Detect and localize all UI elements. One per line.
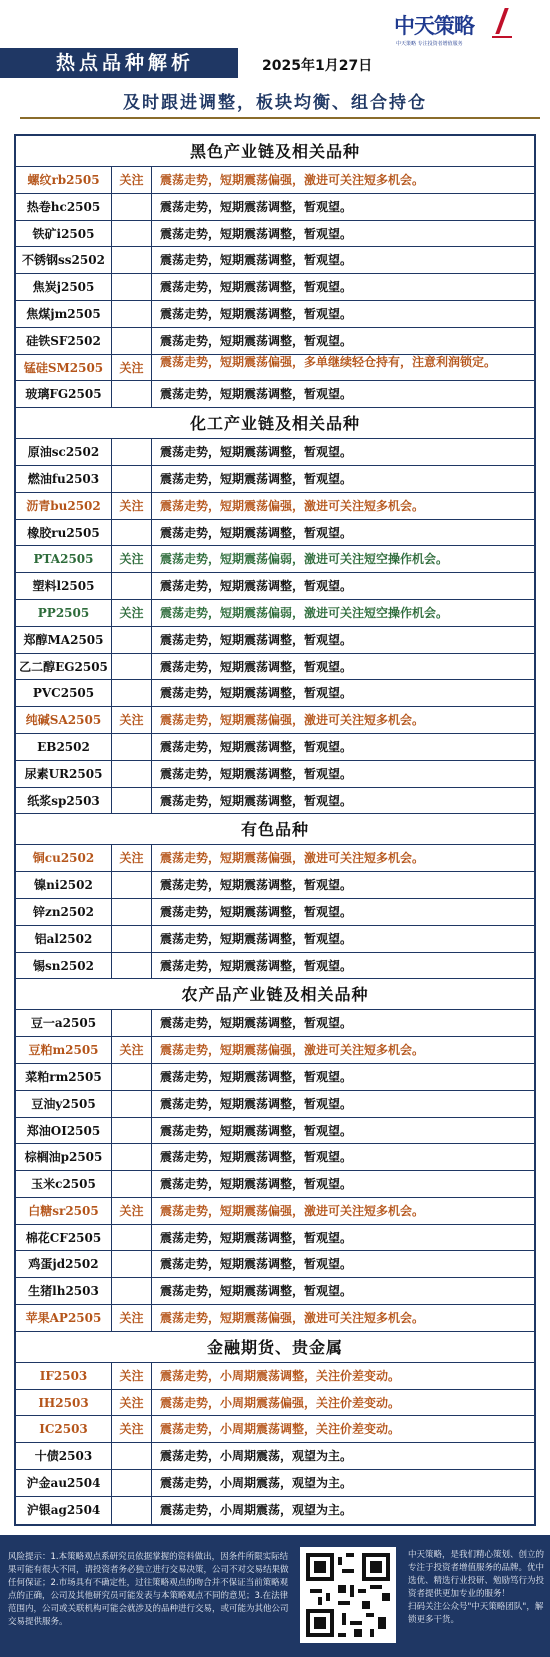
watch-tag [112, 1118, 152, 1144]
watch-tag [112, 328, 152, 354]
watch-tag: 关注 [112, 493, 152, 519]
table-row [16, 1497, 534, 1524]
watch-tag [112, 627, 152, 653]
table-row [16, 707, 534, 734]
strategy-comment: 震荡走势，短期震荡调整，暂观望。 [160, 199, 353, 214]
watch-tag [112, 1064, 152, 1090]
watch-tag: 关注 [112, 1390, 152, 1416]
contract-name: 棕榈油p2505 [16, 1144, 112, 1170]
contract-name: 燃油fu2503 [16, 466, 112, 492]
contract-name: PVC2505 [16, 680, 112, 706]
table-row [16, 872, 534, 899]
table-row [16, 654, 534, 681]
contract-name: 棉花CF2505 [16, 1225, 112, 1251]
strategy-comment: 震荡走势，短期震荡调整，暂观望。 [160, 904, 353, 919]
watch-tag [112, 680, 152, 706]
table-row [16, 546, 534, 573]
table-row [16, 274, 534, 301]
contract-name: 硅铁SF2502 [16, 328, 112, 354]
watch-tag [112, 654, 152, 680]
table-row [16, 493, 534, 520]
qr-code-icon [306, 1553, 390, 1637]
strategy-comment: 震荡走势，短期震荡偏强，激进可关注短多机会。 [160, 1311, 425, 1326]
watch-tag [112, 1225, 152, 1251]
table-row [16, 439, 534, 466]
logo-tagline: 中天策略 专注投资者增值服务 [396, 41, 463, 47]
contract-name: 白糖sr2505 [16, 1198, 112, 1224]
strategy-comment: 震荡走势，短期震荡调整，暂观望。 [160, 1016, 353, 1031]
table-row [16, 680, 534, 707]
table-row [16, 1171, 534, 1198]
contract-name: 沥青bu2502 [16, 493, 112, 519]
table-row [16, 573, 534, 600]
watch-tag: 关注 [112, 1416, 152, 1442]
contract-name: 锰硅SM2505 [16, 355, 112, 381]
watch-tag [112, 1497, 152, 1524]
strategy-comment: 震荡走势，短期震荡调整，暂观望。 [160, 280, 353, 295]
contract-name: 不锈钢ss2502 [16, 247, 112, 273]
footer [0, 1535, 550, 1657]
section-header: 有色品种 [16, 814, 534, 845]
contract-name: 铝al2502 [16, 926, 112, 952]
contract-name: 尿素UR2505 [16, 761, 112, 787]
section-header: 黑色产业链及相关品种 [16, 136, 534, 167]
contract-name: 十债2503 [16, 1443, 112, 1469]
contract-name: 生猪lh2503 [16, 1278, 112, 1304]
watch-tag [112, 439, 152, 465]
strategy-comment: 震荡走势，短期震荡调整，暂观望。 [160, 958, 353, 973]
watch-tag [112, 381, 152, 407]
contract-name: 沪金au2504 [16, 1470, 112, 1496]
strategy-comment: 震荡走势，短期震荡调整，暂观望。 [160, 525, 353, 540]
watch-tag: 关注 [112, 600, 152, 626]
brand-about [408, 1549, 544, 1627]
contract-name: 鸡蛋jd2502 [16, 1251, 112, 1277]
strategy-comment: 震荡走势，短期震荡调整，暂观望。 [160, 226, 353, 241]
watch-tag [112, 926, 152, 952]
strategy-comment: 震荡走势，短期震荡调整，暂观望。 [160, 793, 353, 808]
table-row [16, 1305, 534, 1332]
table-row [16, 1198, 534, 1225]
table-row [16, 1443, 534, 1470]
follow-text: 扫码关注公众号"中天策略团队"，解锁更多干货。 [408, 1602, 544, 1625]
strategy-comment: 震荡走势，小周期震荡，观望为主。 [160, 1502, 353, 1517]
strategy-comment: 震荡走势，短期震荡偏强，激进可关注短多机会。 [160, 173, 425, 187]
strategy-comment: 震荡走势，短期震荡偏强，激进可关注短多机会。 [160, 713, 425, 728]
table-row [16, 1118, 534, 1145]
report-subtitle: 及时跟进调整，板块均衡、组合持仓 [123, 93, 427, 113]
strategy-comment: 震荡走势，短期震荡调整，暂观望。 [160, 579, 353, 594]
table-row [16, 899, 534, 926]
strategy-comment: 震荡走势，短期震荡调整，暂观望。 [160, 1177, 353, 1192]
contract-name: IF2503 [16, 1363, 112, 1389]
watch-tag [112, 194, 152, 220]
table-row [16, 328, 534, 355]
watch-tag [112, 1171, 152, 1197]
strategy-comment: 震荡走势，短期震荡调整，暂观望。 [160, 445, 353, 460]
report-date: 2025年1月27日 [262, 58, 373, 74]
table-row [16, 1010, 534, 1037]
contract-name: 橡胶ru2505 [16, 520, 112, 546]
strategy-comment: 震荡走势，短期震荡调整，暂观望。 [160, 253, 353, 268]
watch-tag: 关注 [112, 1305, 152, 1331]
table-row [16, 355, 534, 382]
strategy-comment: 震荡走势，短期震荡调整，暂观望。 [160, 632, 353, 647]
contract-name: 纸浆sp2503 [16, 788, 112, 814]
contract-name: 原油sc2502 [16, 439, 112, 465]
contract-name: 豆一a2505 [16, 1010, 112, 1036]
watch-tag [112, 761, 152, 787]
strategy-comment: 震荡走势，短期震荡调整，暂观望。 [160, 931, 353, 946]
table-row [16, 926, 534, 953]
strategy-comment: 震荡走势，短期震荡调整，暂观望。 [160, 659, 353, 674]
watch-tag [112, 301, 152, 327]
watch-tag [112, 573, 152, 599]
watch-tag [112, 247, 152, 273]
table-row [16, 1064, 534, 1091]
strategy-comment: 震荡走势，小周期震荡调整，关注价差变动。 [160, 1368, 401, 1383]
subtitle-divider [20, 117, 540, 119]
strategy-comment: 震荡走势，短期震荡偏强，激进可关注短多机会。 [160, 498, 425, 513]
watch-tag [112, 1470, 152, 1496]
table-row [16, 1037, 534, 1064]
contract-name: PP2505 [16, 600, 112, 626]
strategy-comment: 震荡走势，短期震荡偏强，激进可关注短多机会。 [160, 1203, 425, 1218]
table-row [16, 600, 534, 627]
strategy-comment: 震荡走势，短期震荡调整，暂观望。 [160, 333, 353, 348]
about-text: 中天策略，是我们精心策划、创立的专注于投资者增值服务的品牌。优中选优、精选行业投研、勉励笃行为投资者提供更加专业的服务！ [408, 1550, 545, 1599]
contract-name: 乙二醇EG2505 [16, 654, 112, 680]
watch-tag: 关注 [112, 1198, 152, 1224]
table-row [16, 1091, 534, 1118]
strategy-comment: 震荡走势，小周期震荡，观望为主。 [160, 1449, 353, 1464]
strategy-comment: 震荡走势，短期震荡调整，暂观望。 [160, 306, 353, 321]
table-row [16, 1390, 534, 1417]
logo-text: 中天策略 [394, 14, 474, 38]
contract-name: 镍ni2502 [16, 872, 112, 898]
watch-tag: 关注 [112, 167, 152, 193]
watch-tag [112, 1278, 152, 1304]
strategy-comment: 震荡走势，短期震荡调整，暂观望。 [160, 878, 353, 893]
strategy-comment: 震荡走势，短期震荡偏强，多单继续轻仓持有，注意利润锁定。 [160, 354, 497, 369]
contract-name: 锡sn2502 [16, 953, 112, 979]
table-row [16, 845, 534, 872]
contract-name: 铁矿i2505 [16, 221, 112, 247]
contract-name: 郑醇MA2505 [16, 627, 112, 653]
strategy-comment: 震荡走势，小周期震荡调整，关注价差变动。 [160, 1422, 401, 1437]
strategy-comment: 震荡走势，短期震荡调整，暂观望。 [160, 1069, 353, 1084]
contract-name: 豆粕m2505 [16, 1037, 112, 1063]
strategy-comment: 震荡走势，短期震荡调整，暂观望。 [160, 1096, 353, 1111]
report-header [0, 0, 550, 88]
contract-name: 螺纹rb2505 [16, 167, 112, 193]
table-row [16, 167, 534, 194]
table-row [16, 301, 534, 328]
table-row [16, 1144, 534, 1171]
watch-tag [112, 953, 152, 979]
table-row [16, 381, 534, 408]
watch-tag [112, 1091, 152, 1117]
table-row [16, 1470, 534, 1497]
watch-tag: 关注 [112, 845, 152, 871]
strategy-comment: 震荡走势，短期震荡调整，暂观望。 [160, 1230, 353, 1245]
watch-tag [112, 466, 152, 492]
watch-tag: 关注 [112, 355, 152, 381]
contract-name: 铜cu2502 [16, 845, 112, 871]
contract-name: 焦煤jm2505 [16, 301, 112, 327]
contract-name: IH2503 [16, 1390, 112, 1416]
table-row [16, 953, 534, 980]
contract-name: 玉米c2505 [16, 1171, 112, 1197]
watch-tag [112, 520, 152, 546]
strategy-comment: 震荡走势，短期震荡调整，暂观望。 [160, 739, 353, 754]
table-row [16, 761, 534, 788]
strategy-comment: 震荡走势，短期震荡调整，暂观望。 [160, 1257, 353, 1272]
watch-tag [112, 1144, 152, 1170]
contract-name: 塑料l2505 [16, 573, 112, 599]
table-row [16, 1278, 534, 1305]
section-header: 金融期货、贵金属 [16, 1332, 534, 1363]
risk-notice: 风险提示：1.本策略观点系研究员依据掌握的资料做出，因条件所限实际结果可能有很大不同，请投资者务必独立进行交易决策，公司不对交易结果做任何保证；2.市场具有不确定性，过往策略观点的吻合并不保证当前策略观点的正确，公司及其他研究员可能发表与本策略观点不同的意见；3.在法律范围内，公司或关联机构可能会就涉及的品种进行交易，或可能为其他公司交易提供服务。 [8, 1552, 289, 1627]
strategy-comment: 震荡走势，短期震荡调整，暂观望。 [160, 1123, 353, 1138]
watch-tag [112, 788, 152, 814]
table-row [16, 788, 534, 815]
watch-tag: 关注 [112, 546, 152, 572]
contract-name: 热卷hc2505 [16, 194, 112, 220]
contract-name: IC2503 [16, 1416, 112, 1442]
logo-underline [492, 36, 512, 38]
watch-tag: 关注 [112, 1363, 152, 1389]
table-row [16, 221, 534, 248]
strategy-comment: 震荡走势，小周期震荡偏强，关注价差变动。 [160, 1395, 401, 1410]
contract-name: 郑油OI2505 [16, 1118, 112, 1144]
strategy-comment: 震荡走势，短期震荡调整，暂观望。 [160, 686, 353, 701]
contract-name: 焦炭j2505 [16, 274, 112, 300]
table-row [16, 520, 534, 547]
strategy-comment: 震荡走势，短期震荡调整，暂观望。 [160, 471, 353, 486]
strategy-comment: 震荡走势，短期震荡偏弱，激进可关注短空操作机会。 [160, 605, 449, 620]
watch-tag [112, 274, 152, 300]
table-row [16, 627, 534, 654]
strategy-comment: 震荡走势，短期震荡调整，暂观望。 [160, 1284, 353, 1299]
watch-tag [112, 872, 152, 898]
strategy-comment: 震荡走势，短期震荡调整，暂观望。 [160, 1150, 353, 1165]
contract-name: 豆油y2505 [16, 1091, 112, 1117]
brand-logo [392, 10, 512, 50]
table-row [16, 247, 534, 274]
strategy-comment: 震荡走势，短期震荡偏弱，激进可关注短空操作机会。 [160, 552, 449, 567]
watch-tag [112, 1251, 152, 1277]
watch-tag [112, 1443, 152, 1469]
contract-name: 苹果AP2505 [16, 1305, 112, 1331]
qr-code [300, 1547, 396, 1643]
contract-name: 玻璃FG2505 [16, 381, 112, 407]
strategy-comment: 震荡走势，短期震荡偏强，激进可关注短多机会。 [160, 1043, 425, 1058]
table-row [16, 1251, 534, 1278]
strategy-comment: 震荡走势，小周期震荡，观望为主。 [160, 1476, 353, 1491]
watch-tag [112, 734, 152, 760]
contract-name: 沪银ag2504 [16, 1497, 112, 1524]
strategy-comment: 震荡走势，短期震荡调整，暂观望。 [160, 766, 353, 781]
analysis-table [14, 134, 536, 1526]
report-title: 热点品种解析 [0, 48, 238, 78]
watch-tag [112, 899, 152, 925]
table-row [16, 1225, 534, 1252]
table-row [16, 466, 534, 493]
section-header: 农产品产业链及相关品种 [16, 979, 534, 1010]
logo-slash-mark [495, 8, 508, 34]
contract-name: EB2502 [16, 734, 112, 760]
table-row [16, 1416, 534, 1443]
contract-name: 菜粕rm2505 [16, 1064, 112, 1090]
table-row [16, 194, 534, 221]
contract-name: PTA2505 [16, 546, 112, 572]
watch-tag [112, 221, 152, 247]
watch-tag [112, 1010, 152, 1036]
table-row [16, 1363, 534, 1390]
watch-tag: 关注 [112, 1037, 152, 1063]
watch-tag: 关注 [112, 707, 152, 733]
contract-name: 纯碱SA2505 [16, 707, 112, 733]
section-header: 化工产业链及相关品种 [16, 408, 534, 439]
table-row [16, 734, 534, 761]
strategy-comment: 震荡走势，短期震荡偏强，激进可关注短多机会。 [160, 851, 425, 866]
contract-name: 锌zn2502 [16, 899, 112, 925]
strategy-comment: 震荡走势，短期震荡调整，暂观望。 [160, 387, 353, 402]
